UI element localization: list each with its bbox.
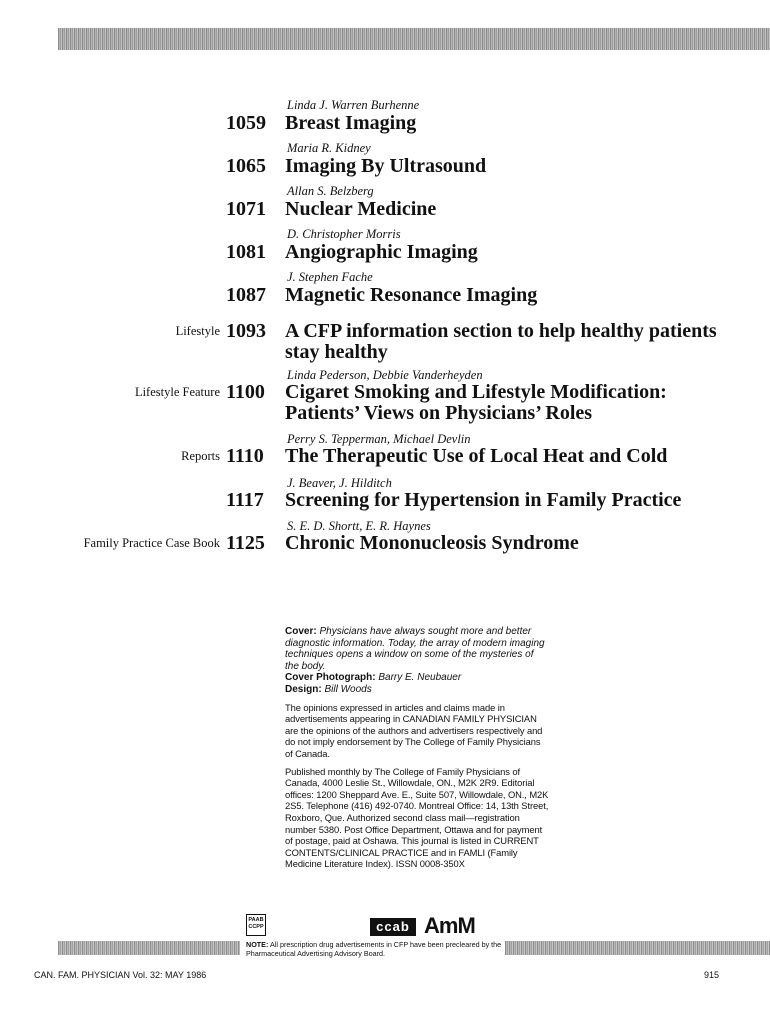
cover-photo-label: Cover Photograph:	[285, 672, 376, 684]
toc-author: Linda J. Warren Burhenne	[287, 98, 420, 112]
disclaimer: The opinions expressed in articles and claims made in advertisements appearing in CANADIAN FAMILY PHYSICIAN are the opinions of the authors and advertisers respectively and do not imply endorsement by The College of Family Physicians of Canada.	[285, 701, 543, 759]
toc-title: Chronic Mononucleosis Syndrome	[285, 532, 579, 554]
paab-logo: PAAB CCPP	[246, 914, 266, 936]
toc-author: D. Christopher Morris	[287, 227, 401, 241]
bottom-scan-band-right	[505, 941, 770, 955]
cover-credits	[285, 626, 550, 696]
paab-note	[246, 940, 506, 958]
toc-title: Screening for Hypertension in Family Practice	[285, 489, 682, 511]
top-scan-band	[58, 28, 770, 50]
bottom-scan-band-left	[58, 941, 240, 955]
toc-author: J. Beaver, J. Hilditch	[287, 476, 392, 490]
designer: Bill Woods	[324, 683, 372, 695]
toc-author: S. E. D. Shortt, E. R. Haynes	[287, 519, 431, 533]
toc-author: J. Stephen Fache	[287, 270, 373, 284]
logo-strip	[232, 912, 522, 942]
toc-page-number: 1059	[226, 112, 266, 134]
toc-page-number: 1093	[226, 320, 266, 342]
toc-author: Allan S. Belzberg	[287, 184, 374, 198]
toc-page-number: 1087	[226, 284, 266, 306]
toc-title: Imaging By Ultrasound	[285, 155, 487, 177]
note-label: NOTE:	[246, 940, 269, 949]
toc-page-number: 1100	[226, 381, 265, 403]
footer-journal: CAN. FAM. PHYSICIAN Vol. 32: MAY 1986	[34, 970, 207, 980]
toc-page-number: 1065	[226, 155, 266, 177]
cover-photographer: Barry E. Neubauer	[378, 672, 462, 684]
cover-label: Cover:	[285, 626, 317, 637]
toc-page-number: 1125	[226, 532, 265, 554]
toc-author: Perry S. Tepperman, Michael Devlin	[287, 432, 471, 446]
toc-title: Cigaret Smoking and Lifestyle Modification: Patients’ Views on Physicians’ Roles	[285, 381, 667, 424]
note-text: All prescription drug advertisements in CFP have been precleared by the Pharmaceutical Advertising Advisory Board.	[246, 940, 502, 958]
toc-page-number: 1071	[226, 198, 266, 220]
toc-section-label: Lifestyle	[175, 324, 220, 338]
toc-page-number: 1081	[226, 241, 266, 263]
toc-page-number: 1117	[226, 489, 264, 511]
toc-title: A CFP information section to help healthy patients stay healthy	[285, 320, 717, 363]
footer-page-number: 915	[704, 970, 720, 980]
toc-section-label: Family Practice Case Book	[83, 536, 220, 550]
ccab-logo: ccab	[370, 918, 416, 936]
cover-description: Physicians have always sought more and better diagnostic information. Today, the array of modern imaging techniques opens a window on some of the mysteries of the body.	[285, 626, 545, 672]
masthead-info	[285, 626, 550, 876]
toc-author: Maria R. Kidney	[287, 141, 371, 155]
toc-title: The Therapeutic Use of Local Heat and Cold	[285, 445, 668, 467]
amm-logo: AmM	[424, 913, 475, 938]
design-label: Design:	[285, 683, 322, 695]
toc-section-label: Lifestyle Feature	[134, 385, 220, 399]
toc-title: Nuclear Medicine	[285, 198, 437, 220]
toc-author: Linda Pederson, Debbie Vanderheyden	[287, 368, 483, 382]
toc-section-label: Reports	[181, 449, 220, 463]
toc-title: Magnetic Resonance Imaging	[285, 284, 538, 306]
toc-title: Breast Imaging	[285, 112, 417, 134]
toc-page-number: 1110	[226, 445, 264, 467]
toc-title: Angiographic Imaging	[285, 241, 478, 263]
publisher-info: Published monthly by The College of Family Physicians of Canada, 4000 Leslie St., Willowdale, ON., M2K 2R9. Editorial offices: 1200 Sheppard Ave. E., Suite 507, Willowdale, ON., M2K 2S5. Telephone (416) 492-0740. Montreal Office: 14, 13th Street, Roxboro, Que. Authorized second class mail—registration number 5380. Post Office Department, Ottawa and for payment of postage, paid at Oshawa. This journal is listed in CURRENT CONTENTS/CLINICAL PRACTICE and in FAMLI (Family Medicine Literature Index). ISSN 0008-350X	[285, 765, 549, 870]
